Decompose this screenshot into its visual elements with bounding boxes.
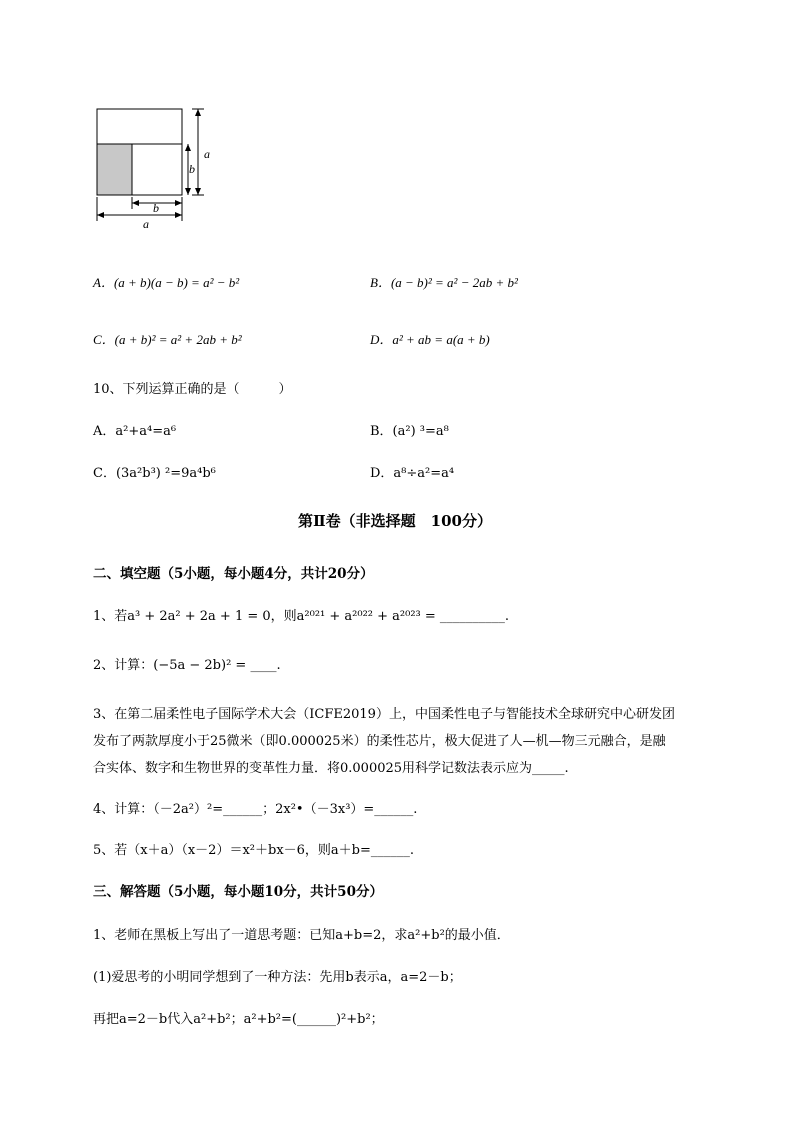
section2-title: 二、填空题（5小题，每小题4分，共计20分）: [93, 566, 374, 582]
label-a-bottom: a: [143, 217, 149, 231]
label-b-bottom: b: [153, 201, 159, 215]
s3-q1-sub2: 再把a=2－b代入a²+b²；a²+b²=(______)²+b²；: [93, 1012, 384, 1027]
q10-option-d: D．a⁸÷a²=a⁴: [370, 466, 455, 481]
s2-q5: 5、若（x＋a）（x－2）＝x²＋bx－6，则a＋b=______.: [93, 843, 415, 858]
s3-q1: 1、老师在黑板上写出了一道思考题：已知a+b=2，求a²+b²的最小值．: [93, 928, 510, 943]
q9-option-a: A．(a + b)(a − b) = a² − b²: [93, 275, 240, 290]
s2-q1: 1、若a³ + 2a² + 2a + 1 = 0，则a²⁰²¹ + a²⁰²² + a²⁰²³ = __________.: [93, 609, 510, 624]
s3-q1-sub1: (1)爱思考的小明同学想到了一种方法：先用b表示a，a=2－b；: [93, 970, 462, 985]
q10-option-c: C．(3a²b³) ²=9a⁴b⁶: [93, 466, 216, 481]
q10-option-b: B．(a²) ³=a⁸: [370, 424, 449, 439]
s2-q3-line2: 发布了两款厚度小于25微米（即0.000025米）的柔性芯片，极大促进了人—机—物三元融合，是融: [93, 734, 666, 749]
q10-stem: 10、下列运算正确的是（ ）: [93, 382, 292, 397]
section3-title: 三、解答题（5小题，每小题10分，共计50分）: [93, 884, 383, 900]
part2-title: 第Ⅱ卷（非选择题 100分）: [298, 512, 492, 530]
q9-option-b: B．(a − b)² = a² − 2ab + b²: [370, 275, 518, 290]
s2-q4: 4、计算：（－2a²）²=______；2x²•（－3x³）=______.: [93, 802, 418, 817]
label-a-right: a: [204, 147, 210, 161]
q9-option-d: D．a² + ab = a(a + b): [370, 332, 490, 347]
label-b-right: b: [189, 162, 195, 176]
s2-q3-line3: 合实体、数字和生物世界的变革性力量．将0.000025用科学记数法表示应为_____.: [93, 761, 569, 776]
q9-option-c: C．(a + b)² = a² + 2ab + b²: [93, 332, 242, 347]
q10-option-a: A．a²+a⁴=a⁶: [93, 424, 177, 439]
s2-q2: 2、计算：(−5a − 2b)² = ____.: [93, 658, 281, 673]
s2-q3-line1: 3、在第二届柔性电子国际学术大会（ICFE2019）上，中国柔性电子与智能技术全球研究中心研发团: [93, 707, 675, 722]
square-diagram: [88, 100, 228, 244]
